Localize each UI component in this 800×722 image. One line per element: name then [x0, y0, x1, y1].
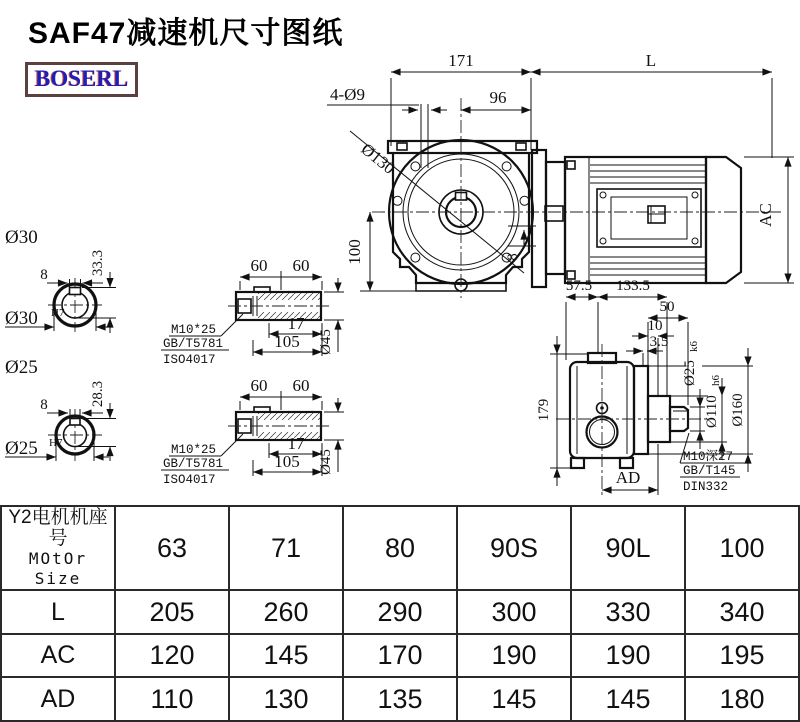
hollow-shaft-25 [5, 357, 116, 461]
dim-holes: 4-Ø9 [330, 85, 365, 104]
table-cell: 290 [343, 590, 457, 634]
header-line2: MOtOr Size [28, 549, 88, 588]
table-cell: 195 [685, 634, 799, 677]
dim-10: 10 [647, 318, 663, 334]
label-std2: ISO4017 [163, 353, 216, 367]
label-dia25: Ø25 [5, 357, 38, 378]
label-tap-std1: GB/T145 [683, 464, 736, 478]
table-cell: 110 [115, 677, 229, 721]
shaft-detail-2 [161, 376, 344, 487]
table-cell: 145 [571, 677, 685, 721]
table-cell: 120 [115, 634, 229, 677]
shaft-detail-1 [161, 256, 344, 367]
label-dia30: Ø30 [5, 227, 38, 248]
row-label: AD [1, 677, 115, 721]
top-view [327, 51, 782, 298]
header-col: 90S [457, 506, 571, 590]
table-cell: 300 [457, 590, 571, 634]
dim-8-face: 8 [505, 253, 521, 261]
table-cell: 260 [229, 590, 343, 634]
motor-size-table [0, 505, 800, 722]
header-col: 100 [685, 506, 799, 590]
dim-3-5: 3.5 [649, 334, 669, 350]
table-cell: 180 [685, 677, 799, 721]
table-row [1, 634, 799, 677]
row-label: AC [1, 634, 115, 677]
table-cell: 205 [115, 590, 229, 634]
table-cell: 130 [229, 677, 343, 721]
table-cell: 145 [229, 634, 343, 677]
dim-17: 17 [287, 314, 305, 333]
dim-57-5: 57.5 [565, 278, 593, 294]
table-cell: 190 [457, 634, 571, 677]
header-col: 80 [343, 506, 457, 590]
dim-60b: 60 [292, 256, 310, 275]
table-cell: 340 [685, 590, 799, 634]
dim-179: 179 [536, 398, 552, 422]
dim-100: 100 [345, 239, 364, 265]
label-bolt: M10*25 [171, 443, 217, 457]
dim-flange-dia: Ø130 [357, 139, 399, 178]
dim-60a: 60 [250, 256, 268, 275]
label-bore25-fit: H7 [49, 437, 63, 449]
label-tap-std2: DIN332 [683, 480, 729, 494]
dim-spigot-dia: Ø110 [704, 395, 720, 428]
label-std1: GB/T5781 [163, 337, 224, 351]
label-std1: GB/T5781 [163, 457, 224, 471]
dim-96: 96 [489, 88, 507, 107]
dim-spigot-fit: h6 [710, 375, 722, 386]
table-cell: 330 [571, 590, 685, 634]
hollow-shaft-30 [5, 227, 116, 333]
dim-keydepth-30: 33.3 [90, 249, 106, 277]
table-row [1, 590, 799, 634]
label-bore25: Ø25 [5, 438, 38, 459]
page-title: SAF47减速机尺寸图纸 [28, 17, 344, 50]
table-header-row [1, 506, 799, 590]
table-cell: 135 [343, 677, 457, 721]
label-bore30: Ø30 [5, 308, 38, 329]
dim-105: 105 [274, 452, 300, 471]
table-cell: 170 [343, 634, 457, 677]
dim-45: Ø45 [318, 449, 334, 475]
side-view [536, 278, 753, 498]
brand-badge: BOSERL [25, 62, 138, 97]
dim-17: 17 [287, 434, 305, 453]
dim-keyw-30: 8 [40, 267, 48, 283]
dim-flange-dia-side: Ø160 [730, 393, 746, 427]
header-col: 90L [571, 506, 685, 590]
row-label: L [1, 590, 115, 634]
table-cell: 145 [457, 677, 571, 721]
header-motor-size [1, 506, 115, 590]
dim-keydepth-25: 28.3 [90, 380, 106, 408]
dim-AC: AC [756, 203, 775, 227]
dim-133-5: 133.5 [616, 278, 650, 294]
table-row [1, 677, 799, 721]
dim-shaft-fit: k6 [688, 341, 700, 352]
label-tap: M10深27 [683, 450, 734, 464]
dim-105: 105 [274, 332, 300, 351]
dim-AD: AD [615, 468, 641, 487]
header-col: 71 [229, 506, 343, 590]
label-std2: ISO4017 [163, 473, 216, 487]
table-cell: 190 [571, 634, 685, 677]
header-line1: Y2电机机座号 [8, 507, 108, 549]
dim-45: Ø45 [318, 329, 334, 355]
dim-171: 171 [448, 51, 474, 70]
label-bolt: M10*25 [171, 323, 217, 337]
motor-side [532, 150, 794, 287]
dim-60a: 60 [250, 376, 268, 395]
header-col: 63 [115, 506, 229, 590]
dim-L: L [645, 51, 657, 70]
dim-60b: 60 [292, 376, 310, 395]
dim-keyw-25: 8 [40, 397, 48, 413]
dim-shaft-dia: Ø25 [682, 360, 698, 386]
label-bore30-fit: H7 [51, 307, 65, 319]
dim-50: 50 [659, 299, 675, 315]
